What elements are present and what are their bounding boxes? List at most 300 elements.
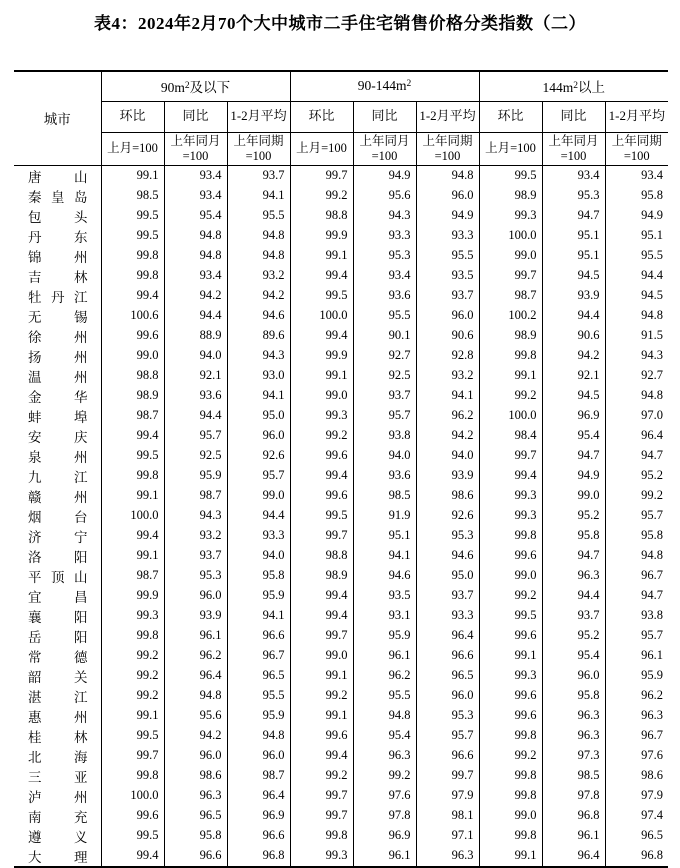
value-cell: 89.6 xyxy=(227,326,290,346)
value-cell: 96.5 xyxy=(416,666,479,686)
table-row xyxy=(14,206,668,226)
value-cell: 96.0 xyxy=(164,746,227,766)
city-char: 庆 xyxy=(74,429,88,445)
value-cell: 95.3 xyxy=(416,526,479,546)
value-cell: 98.7 xyxy=(101,406,164,426)
city-char: 湛 xyxy=(28,689,42,705)
value-cell: 99.3 xyxy=(479,486,542,506)
value-cell: 94.7 xyxy=(542,446,605,466)
value-cell: 99.3 xyxy=(479,506,542,526)
city-cell xyxy=(14,786,101,806)
value-cell: 99.7 xyxy=(290,626,353,646)
city-name xyxy=(14,486,101,506)
city-char: 台 xyxy=(74,509,88,525)
value-cell: 99.7 xyxy=(101,746,164,766)
city-char: 充 xyxy=(74,809,88,825)
value-cell: 99.1 xyxy=(479,846,542,867)
value-cell: 95.1 xyxy=(605,226,668,246)
value-cell: 99.6 xyxy=(479,686,542,706)
table-row xyxy=(14,366,668,386)
city-name xyxy=(14,266,101,286)
table-row xyxy=(14,486,668,506)
city-char: 泉 xyxy=(28,449,42,465)
value-cell: 94.8 xyxy=(353,706,416,726)
city-cell xyxy=(14,706,101,726)
city-cell xyxy=(14,306,101,326)
base-header-same-period-last-year: 上年同期=100 xyxy=(227,132,290,165)
city-char: 九 xyxy=(28,469,42,485)
table-header xyxy=(14,71,668,165)
city-name xyxy=(14,566,101,586)
table-row xyxy=(14,446,668,466)
value-cell: 96.0 xyxy=(542,666,605,686)
value-cell: 93.8 xyxy=(605,606,668,626)
value-cell: 95.3 xyxy=(542,186,605,206)
value-cell: 93.5 xyxy=(416,266,479,286)
value-cell: 98.4 xyxy=(479,426,542,446)
value-cell: 92.1 xyxy=(542,366,605,386)
value-cell: 99.4 xyxy=(479,466,542,486)
value-cell: 95.9 xyxy=(353,626,416,646)
value-cell: 99.2 xyxy=(101,686,164,706)
table-row xyxy=(14,246,668,266)
value-cell: 99.1 xyxy=(479,646,542,666)
city-char: 义 xyxy=(74,829,88,845)
city-char: 江 xyxy=(74,289,88,305)
value-cell: 99.4 xyxy=(101,426,164,446)
base-header-same-period-last-year: 上年同期=100 xyxy=(605,132,668,165)
value-cell: 95.1 xyxy=(542,226,605,246)
value-cell: 95.5 xyxy=(227,206,290,226)
measure-header-mom: 环比 xyxy=(290,101,353,132)
city-name xyxy=(14,626,101,646)
value-cell: 92.5 xyxy=(353,366,416,386)
value-cell: 99.8 xyxy=(101,246,164,266)
value-cell: 93.4 xyxy=(164,186,227,206)
value-cell: 96.3 xyxy=(542,566,605,586)
value-cell: 93.6 xyxy=(353,466,416,486)
value-cell: 99.2 xyxy=(290,186,353,206)
city-char: 三 xyxy=(28,769,42,785)
city-name xyxy=(14,546,101,566)
city-cell xyxy=(14,486,101,506)
city-name xyxy=(14,226,101,246)
city-name xyxy=(14,806,101,826)
value-cell: 97.6 xyxy=(605,746,668,766)
value-cell: 99.0 xyxy=(542,486,605,506)
measure-header-yoy: 同比 xyxy=(164,101,227,132)
city-name xyxy=(14,706,101,726)
value-cell: 96.1 xyxy=(353,646,416,666)
value-cell: 94.8 xyxy=(605,306,668,326)
value-cell: 96.4 xyxy=(416,626,479,646)
value-cell: 93.2 xyxy=(227,266,290,286)
value-cell: 99.1 xyxy=(290,666,353,686)
measure-header-avg: 1-2月平均 xyxy=(227,101,290,132)
value-cell: 92.8 xyxy=(416,346,479,366)
value-cell: 99.6 xyxy=(290,446,353,466)
value-cell: 93.2 xyxy=(416,366,479,386)
value-cell: 96.9 xyxy=(227,806,290,826)
value-cell: 99.0 xyxy=(479,246,542,266)
value-cell: 94.6 xyxy=(227,306,290,326)
value-cell: 99.4 xyxy=(290,746,353,766)
table-row xyxy=(14,286,668,306)
value-cell: 95.8 xyxy=(605,186,668,206)
table-row xyxy=(14,686,668,706)
value-cell: 94.8 xyxy=(164,686,227,706)
city-cell xyxy=(14,586,101,606)
city-column-header: 城市 xyxy=(14,71,101,165)
value-cell: 94.3 xyxy=(605,346,668,366)
value-cell: 95.5 xyxy=(353,686,416,706)
value-cell: 94.3 xyxy=(164,506,227,526)
value-cell: 99.5 xyxy=(479,606,542,626)
value-cell: 96.2 xyxy=(353,666,416,686)
table-row xyxy=(14,786,668,806)
base-header-same-period-last-year: 上年同期=100 xyxy=(416,132,479,165)
city-char: 岳 xyxy=(28,629,42,645)
value-cell: 99.4 xyxy=(101,526,164,546)
measure-header-avg: 1-2月平均 xyxy=(605,101,668,132)
value-cell: 96.2 xyxy=(416,406,479,426)
value-cell: 96.0 xyxy=(227,746,290,766)
city-char: 金 xyxy=(28,389,42,405)
value-cell: 94.9 xyxy=(605,206,668,226)
city-char: 包 xyxy=(28,209,42,225)
city-char: 山 xyxy=(74,169,88,185)
city-char: 锦 xyxy=(28,249,42,265)
value-cell: 95.5 xyxy=(227,686,290,706)
city-char: 惠 xyxy=(28,709,42,725)
value-cell: 99.8 xyxy=(479,726,542,746)
value-cell: 99.0 xyxy=(290,646,353,666)
value-cell: 97.8 xyxy=(542,786,605,806)
value-cell: 99.7 xyxy=(479,266,542,286)
value-cell: 99.3 xyxy=(479,206,542,226)
value-cell: 94.2 xyxy=(164,726,227,746)
city-char: 吉 xyxy=(28,269,42,285)
value-cell: 96.6 xyxy=(416,746,479,766)
value-cell: 94.9 xyxy=(542,466,605,486)
header-row-groups xyxy=(14,71,668,101)
city-char: 丹 xyxy=(28,229,42,245)
value-cell: 90.6 xyxy=(416,326,479,346)
value-cell: 99.7 xyxy=(290,165,353,186)
city-cell xyxy=(14,726,101,746)
price-index-table xyxy=(14,70,668,868)
city-char: 皇 xyxy=(51,189,65,205)
value-cell: 95.8 xyxy=(164,826,227,846)
city-cell xyxy=(14,266,101,286)
value-cell: 99.3 xyxy=(290,406,353,426)
value-cell: 93.3 xyxy=(227,526,290,546)
city-name xyxy=(14,326,101,346)
value-cell: 94.8 xyxy=(227,226,290,246)
city-char: 德 xyxy=(74,649,88,665)
value-cell: 95.2 xyxy=(542,626,605,646)
city-cell xyxy=(14,626,101,646)
value-cell: 99.0 xyxy=(227,486,290,506)
value-cell: 94.2 xyxy=(227,286,290,306)
measure-header-mom: 环比 xyxy=(479,101,542,132)
city-cell xyxy=(14,766,101,786)
city-char: 江 xyxy=(74,469,88,485)
value-cell: 92.6 xyxy=(227,446,290,466)
city-char: 昌 xyxy=(74,589,88,605)
value-cell: 95.5 xyxy=(605,246,668,266)
city-char: 海 xyxy=(74,749,88,765)
table-row xyxy=(14,806,668,826)
city-char: 州 xyxy=(74,709,88,725)
value-cell: 94.5 xyxy=(542,266,605,286)
city-name xyxy=(14,426,101,446)
value-cell: 98.8 xyxy=(290,546,353,566)
value-cell: 99.6 xyxy=(101,806,164,826)
table-row xyxy=(14,706,668,726)
city-char: 丹 xyxy=(51,289,65,305)
table-row xyxy=(14,826,668,846)
table-row xyxy=(14,406,668,426)
value-cell: 96.9 xyxy=(353,826,416,846)
value-cell: 99.2 xyxy=(101,666,164,686)
table-row xyxy=(14,646,668,666)
value-cell: 94.3 xyxy=(227,346,290,366)
value-cell: 92.1 xyxy=(164,366,227,386)
city-char: 林 xyxy=(74,269,88,285)
value-cell: 96.0 xyxy=(416,306,479,326)
value-cell: 96.1 xyxy=(605,646,668,666)
value-cell: 99.5 xyxy=(101,206,164,226)
value-cell: 92.7 xyxy=(605,366,668,386)
city-char: 温 xyxy=(28,369,42,385)
value-cell: 96.4 xyxy=(227,786,290,806)
value-cell: 99.6 xyxy=(479,546,542,566)
value-cell: 97.6 xyxy=(353,786,416,806)
superscript-2: 2 xyxy=(184,81,190,92)
table-row xyxy=(14,326,668,346)
table-row xyxy=(14,626,668,646)
value-cell: 99.4 xyxy=(290,466,353,486)
page-title: 表4：2024年2月70个大中城市二手住宅销售价格分类指数（二） xyxy=(94,14,586,33)
value-cell: 99.4 xyxy=(101,846,164,867)
value-cell: 96.0 xyxy=(416,186,479,206)
city-name xyxy=(14,346,101,366)
value-cell: 98.9 xyxy=(479,326,542,346)
city-char: 遵 xyxy=(28,829,42,845)
city-char: 扬 xyxy=(28,349,42,365)
value-cell: 99.9 xyxy=(290,226,353,246)
value-cell: 93.7 xyxy=(164,546,227,566)
value-cell: 93.8 xyxy=(353,426,416,446)
value-cell: 96.5 xyxy=(164,806,227,826)
city-cell xyxy=(14,526,101,546)
value-cell: 99.1 xyxy=(101,486,164,506)
value-cell: 98.9 xyxy=(290,566,353,586)
value-cell: 99.8 xyxy=(101,626,164,646)
value-cell: 94.7 xyxy=(542,546,605,566)
value-cell: 99.2 xyxy=(290,686,353,706)
city-name xyxy=(14,526,101,546)
value-cell: 93.5 xyxy=(353,586,416,606)
city-cell xyxy=(14,746,101,766)
value-cell: 99.6 xyxy=(290,486,353,506)
value-cell: 99.0 xyxy=(290,386,353,406)
city-name xyxy=(14,406,101,426)
group-label-suffix: 及以下 xyxy=(189,80,231,96)
value-cell: 94.8 xyxy=(164,246,227,266)
value-cell: 99.1 xyxy=(101,165,164,186)
value-cell: 99.8 xyxy=(479,826,542,846)
table-row xyxy=(14,546,668,566)
value-cell: 97.1 xyxy=(416,826,479,846)
value-cell: 97.8 xyxy=(353,806,416,826)
table-row xyxy=(14,266,668,286)
city-cell xyxy=(14,446,101,466)
base-header-same-month-last-year: 上年同月=100 xyxy=(353,132,416,165)
city-char: 安 xyxy=(28,429,42,445)
value-cell: 99.8 xyxy=(101,266,164,286)
value-cell: 94.7 xyxy=(605,586,668,606)
value-cell: 99.6 xyxy=(479,626,542,646)
value-cell: 97.3 xyxy=(542,746,605,766)
city-cell xyxy=(14,366,101,386)
value-cell: 93.2 xyxy=(164,526,227,546)
value-cell: 93.9 xyxy=(416,466,479,486)
value-cell: 94.5 xyxy=(542,386,605,406)
value-cell: 93.7 xyxy=(416,586,479,606)
value-cell: 98.9 xyxy=(479,186,542,206)
value-cell: 95.7 xyxy=(605,506,668,526)
value-cell: 94.6 xyxy=(416,546,479,566)
table-row xyxy=(14,346,668,366)
value-cell: 94.8 xyxy=(605,546,668,566)
city-char: 州 xyxy=(74,329,88,345)
value-cell: 96.3 xyxy=(353,746,416,766)
value-cell: 94.3 xyxy=(353,206,416,226)
value-cell: 97.9 xyxy=(605,786,668,806)
value-cell: 99.8 xyxy=(479,766,542,786)
value-cell: 93.4 xyxy=(164,165,227,186)
city-char: 无 xyxy=(28,309,42,325)
city-name xyxy=(14,646,101,666)
value-cell: 99.5 xyxy=(101,826,164,846)
value-cell: 93.3 xyxy=(416,606,479,626)
value-cell: 95.4 xyxy=(353,726,416,746)
header-row-measures xyxy=(14,101,668,132)
value-cell: 96.4 xyxy=(542,846,605,867)
city-name xyxy=(14,306,101,326)
value-cell: 99.1 xyxy=(290,246,353,266)
value-cell: 96.6 xyxy=(227,626,290,646)
value-cell: 96.3 xyxy=(416,846,479,867)
city-name xyxy=(14,166,101,186)
city-cell xyxy=(14,226,101,246)
value-cell: 100.0 xyxy=(290,306,353,326)
city-name xyxy=(14,586,101,606)
city-cell xyxy=(14,646,101,666)
value-cell: 94.8 xyxy=(227,246,290,266)
value-cell: 94.1 xyxy=(416,386,479,406)
value-cell: 93.4 xyxy=(164,266,227,286)
city-cell xyxy=(14,566,101,586)
value-cell: 92.7 xyxy=(353,346,416,366)
value-cell: 92.5 xyxy=(164,446,227,466)
city-char: 州 xyxy=(74,789,88,805)
value-cell: 98.8 xyxy=(101,366,164,386)
value-cell: 96.6 xyxy=(164,846,227,867)
value-cell: 94.9 xyxy=(416,206,479,226)
table-row xyxy=(14,726,668,746)
value-cell: 94.8 xyxy=(416,165,479,186)
value-cell: 93.7 xyxy=(542,606,605,626)
city-char: 江 xyxy=(74,689,88,705)
value-cell: 95.7 xyxy=(353,406,416,426)
value-cell: 94.4 xyxy=(542,306,605,326)
value-cell: 90.6 xyxy=(542,326,605,346)
city-char: 徐 xyxy=(28,329,42,345)
value-cell: 96.2 xyxy=(605,686,668,706)
value-cell: 94.2 xyxy=(542,346,605,366)
value-cell: 96.7 xyxy=(605,726,668,746)
value-cell: 95.3 xyxy=(416,706,479,726)
superscript-2: 2 xyxy=(406,79,412,90)
value-cell: 99.1 xyxy=(479,366,542,386)
value-cell: 100.0 xyxy=(479,226,542,246)
header-row-bases xyxy=(14,132,668,165)
value-cell: 97.9 xyxy=(416,786,479,806)
city-cell xyxy=(14,506,101,526)
value-cell: 99.4 xyxy=(290,326,353,346)
value-cell: 98.5 xyxy=(101,186,164,206)
value-cell: 96.8 xyxy=(227,846,290,867)
value-cell: 95.7 xyxy=(227,466,290,486)
value-cell: 93.4 xyxy=(542,165,605,186)
value-cell: 93.4 xyxy=(353,266,416,286)
city-char: 济 xyxy=(28,529,42,545)
value-cell: 99.7 xyxy=(290,806,353,826)
value-cell: 99.0 xyxy=(479,566,542,586)
city-char: 岛 xyxy=(74,189,88,205)
value-cell: 99.3 xyxy=(290,846,353,867)
city-cell xyxy=(14,846,101,867)
city-cell xyxy=(14,606,101,626)
city-char: 头 xyxy=(74,209,88,225)
value-cell: 96.3 xyxy=(542,726,605,746)
city-name xyxy=(14,666,101,686)
value-cell: 96.9 xyxy=(542,406,605,426)
value-cell: 92.6 xyxy=(416,506,479,526)
measure-header-yoy: 同比 xyxy=(353,101,416,132)
value-cell: 98.5 xyxy=(353,486,416,506)
value-cell: 99.4 xyxy=(290,606,353,626)
value-cell: 97.0 xyxy=(605,406,668,426)
value-cell: 94.9 xyxy=(353,165,416,186)
table-row xyxy=(14,606,668,626)
city-char: 南 xyxy=(28,809,42,825)
base-header-prev-month: 上月=100 xyxy=(479,132,542,165)
city-cell xyxy=(14,206,101,226)
value-cell: 99.5 xyxy=(101,726,164,746)
city-char: 韶 xyxy=(28,669,42,685)
value-cell: 95.7 xyxy=(164,426,227,446)
value-cell: 99.9 xyxy=(290,346,353,366)
value-cell: 94.2 xyxy=(416,426,479,446)
city-cell xyxy=(14,326,101,346)
city-char: 牡 xyxy=(28,289,42,305)
value-cell: 99.6 xyxy=(290,726,353,746)
city-name xyxy=(14,506,101,526)
